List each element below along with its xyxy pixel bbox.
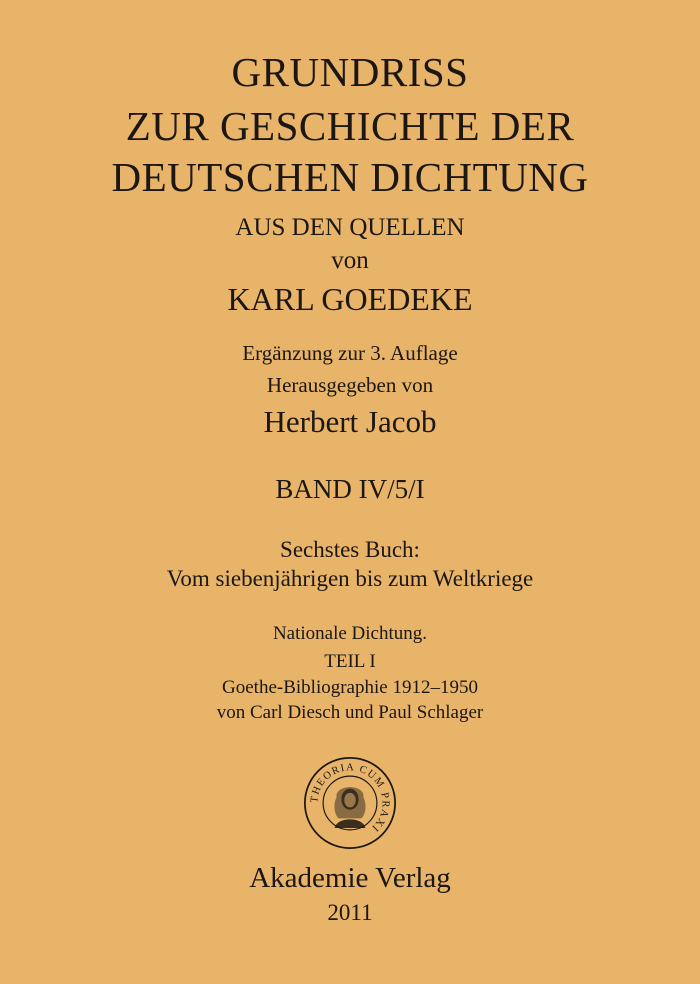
title-line-2: ZUR GESCHICHTE DER — [125, 103, 575, 149]
section-line-1: Nationale Dichtung. — [272, 623, 428, 644]
title-line-3: DEUTSCHEN DICHTUNG — [111, 154, 589, 200]
supplement-note: Ergänzung zur 3. Auflage — [242, 341, 458, 365]
von-label: von — [331, 247, 369, 274]
editor-name: Herbert Jacob — [263, 404, 437, 439]
author-name: KARL GOEDEKE — [227, 281, 473, 317]
book-title-line-1: Sechstes Buch: — [280, 537, 420, 562]
book-title-line-2: Vom siebenjährigen bis zum Weltkriege — [166, 566, 534, 591]
seal-motto: THEORIA CUM PRAXI — [309, 762, 391, 835]
publication-year: 2011 — [327, 900, 373, 925]
subtitle: AUS DEN QUELLEN — [235, 214, 465, 241]
section-line-4: von Carl Diesch und Paul Schlager — [216, 702, 484, 723]
section-line-2: TEIL I — [324, 651, 376, 672]
publisher-name: Akademie Verlag — [249, 862, 451, 894]
edited-by-label: Herausgegeben von — [266, 373, 434, 397]
publisher-seal-icon — [302, 755, 398, 851]
title-line-1: GRUNDRISS — [231, 49, 469, 95]
volume-label: BAND IV/5/I — [275, 474, 425, 504]
section-line-3: Goethe-Bibliographie 1912–1950 — [222, 677, 478, 698]
